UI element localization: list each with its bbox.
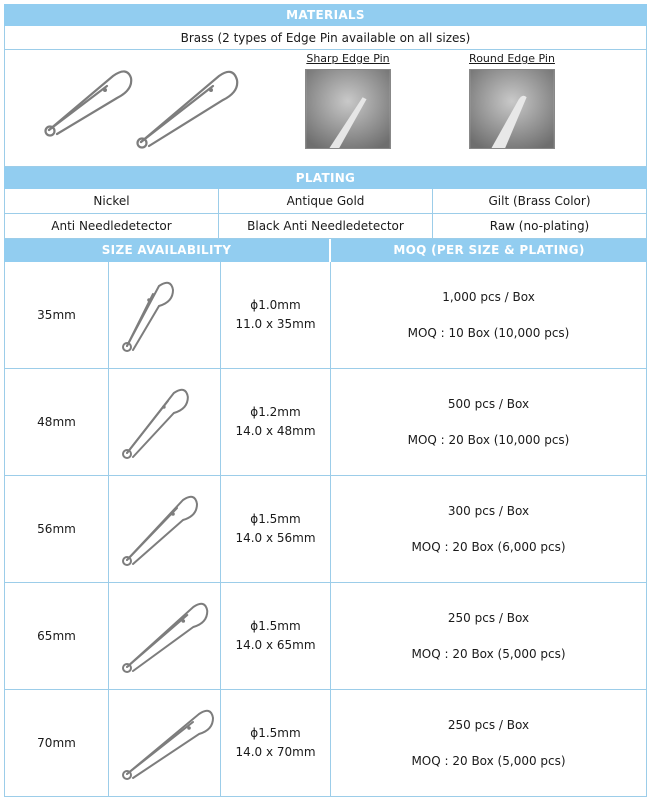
size-row: [4, 262, 647, 369]
pin-dimensions: 11.0 x 35mm: [235, 317, 316, 331]
sharp-edge-pin: [298, 52, 398, 152]
pack-quantity: 1,000 pcs / Box: [442, 290, 535, 304]
size-label: 35mm: [37, 308, 76, 322]
sharp-edge-photo: [305, 69, 391, 149]
plating-option: Antique Gold: [218, 189, 432, 213]
materials-header: MATERIALS: [4, 4, 647, 26]
safety-pin-illustration-large: [131, 64, 251, 154]
plating-option: Raw (no-plating): [432, 214, 646, 238]
size-row: [4, 583, 647, 690]
round-edge-label: Round Edge Pin: [469, 52, 555, 65]
moq-text: MOQ : 20 Box (5,000 pcs): [411, 647, 566, 661]
size-row: [4, 690, 647, 797]
pin-dimensions: 14.0 x 65mm: [235, 638, 316, 652]
wire-diameter: ϕ1.2mm: [250, 405, 301, 419]
pack-quantity: 300 pcs / Box: [447, 504, 530, 518]
size-row: [4, 369, 647, 476]
pack-quantity: 250 pcs / Box: [447, 718, 530, 732]
plating-option: Black Anti Needledetector: [218, 214, 432, 238]
moq-text: MOQ : 20 Box (5,000 pcs): [411, 754, 566, 768]
size-label: 48mm: [37, 415, 76, 429]
size-pin-image: [108, 690, 220, 796]
size-label: 56mm: [37, 522, 76, 536]
spec-sheet: [4, 4, 647, 797]
safety-pin-icon: [115, 270, 215, 360]
pin-dimensions: 14.0 x 70mm: [235, 745, 316, 759]
safety-pin-icon: [115, 591, 215, 681]
moq-text: MOQ : 10 Box (10,000 pcs): [407, 326, 570, 340]
size-label: 65mm: [37, 629, 76, 643]
safety-pin-icon: [115, 484, 215, 574]
pack-quantity: 250 pcs / Box: [447, 611, 530, 625]
size-spec: [220, 262, 330, 368]
materials-subtitle: Brass (2 types of Edge Pin available on all sizes): [180, 30, 471, 45]
plating-option: Nickel: [93, 194, 130, 208]
pin-dimensions: 14.0 x 48mm: [235, 424, 316, 438]
size-pin-image: [108, 369, 220, 475]
plating-row-1: [4, 189, 647, 214]
moq-cell: [330, 369, 646, 475]
moq-cell: [330, 476, 646, 582]
size-moq-header: [4, 239, 647, 262]
safety-pin-icon: [115, 698, 215, 788]
pack-quantity: 500 pcs / Box: [447, 397, 530, 411]
size-row: [4, 476, 647, 583]
moq-cell: [330, 583, 646, 689]
plating-option: Gilt (Brass Color): [432, 189, 646, 213]
wire-diameter: ϕ1.5mm: [250, 726, 301, 740]
size-pin-image: [108, 476, 220, 582]
size-label: 70mm: [37, 736, 76, 750]
round-edge-photo: [469, 69, 555, 149]
plating-option: Anti Needledetector: [51, 219, 172, 233]
size-table: [4, 262, 647, 797]
size-spec: [220, 690, 330, 796]
sharp-edge-label: Sharp Edge Pin: [306, 52, 390, 65]
size-spec: [220, 476, 330, 582]
size-availability-header: SIZE AVAILABILITY: [4, 239, 329, 262]
size-pin-image: [108, 262, 220, 368]
moq-cell: [330, 262, 646, 368]
size-spec: [220, 583, 330, 689]
moq-text: MOQ : 20 Box (10,000 pcs): [407, 433, 570, 447]
wire-diameter: ϕ1.0mm: [250, 298, 301, 312]
wire-diameter: ϕ1.5mm: [250, 619, 301, 633]
moq-cell: [330, 690, 646, 796]
moq-text: MOQ : 20 Box (6,000 pcs): [411, 540, 566, 554]
wire-diameter: ϕ1.5mm: [250, 512, 301, 526]
moq-header: MOQ (PER SIZE & PLATING): [331, 239, 647, 262]
plating-header: PLATING: [4, 167, 647, 189]
size-spec: [220, 369, 330, 475]
materials-images-row: [4, 50, 647, 167]
materials-subtitle-row: [4, 26, 647, 50]
safety-pin-illustration-small: [35, 64, 145, 144]
pin-dimensions: 14.0 x 56mm: [235, 531, 316, 545]
size-pin-image: [108, 583, 220, 689]
round-edge-pin: [462, 52, 562, 152]
safety-pin-icon: [115, 377, 215, 467]
plating-row-2: [4, 214, 647, 239]
